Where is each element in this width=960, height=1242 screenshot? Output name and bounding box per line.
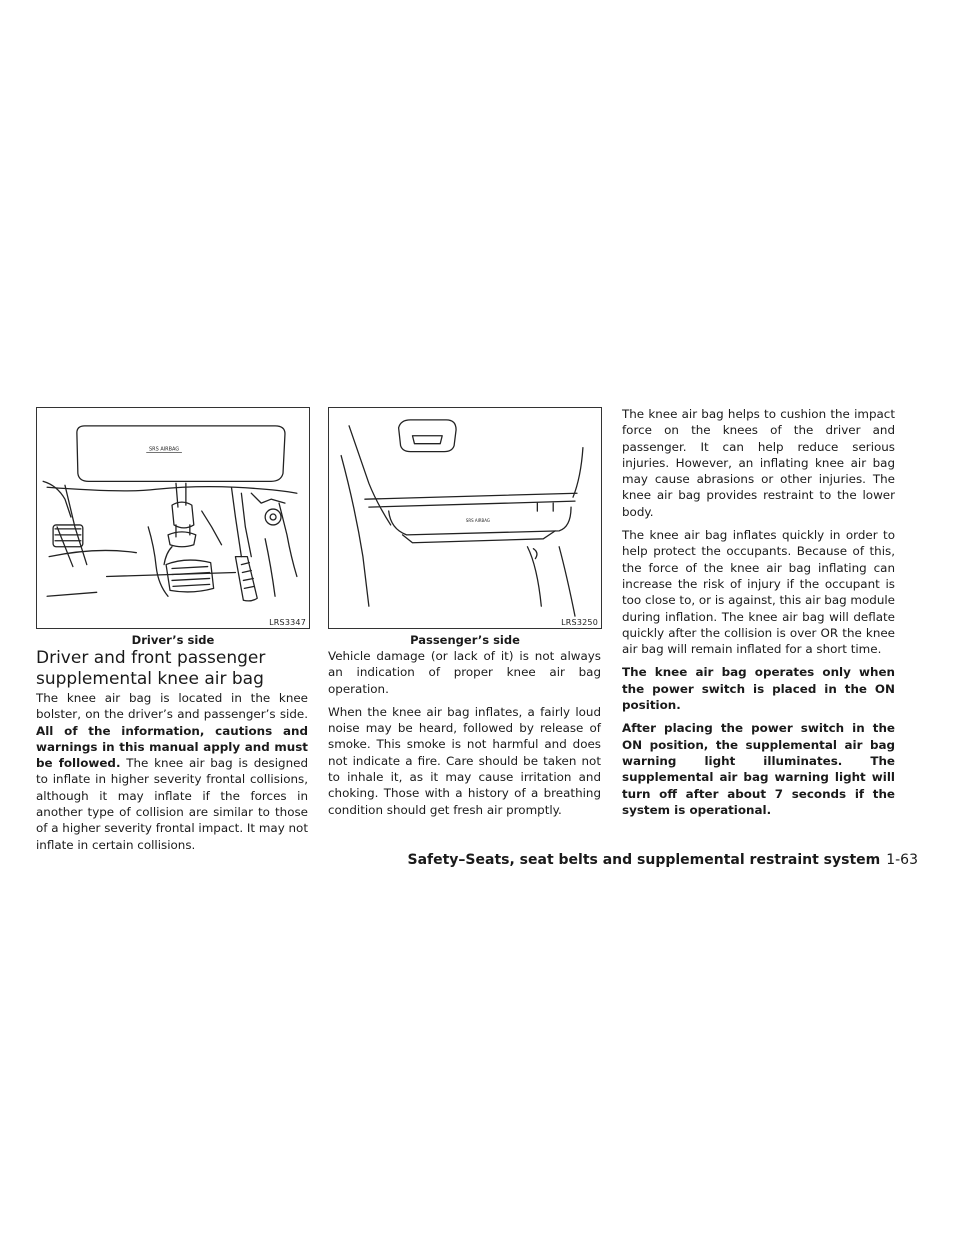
passenger-figure-code: LRS3250	[561, 618, 598, 627]
col3-paragraph-4	[622, 720, 895, 818]
col1-p1-text-a: The knee air bag is located in the knee bolster, on the driver’s and passenger’s side.	[36, 691, 308, 722]
driver-side-illustration	[36, 407, 310, 629]
passenger-knee-airbag-drawing	[329, 408, 601, 628]
col2-paragraph-1: Vehicle damage (or lack of it) is not always an indication of proper knee air bag operation.	[328, 649, 601, 696]
col3-paragraph-3	[622, 664, 895, 713]
col3-paragraph-2: The knee air bag inflates quickly in order to help protect the occupants. Because of this, the force of the knee air bag inflating can increase the risk of injury if the occupant is too close to, or is against, this air bag module during inflation. The knee air bag will deflate quickly after the collision is over OR the knee air bag will remain inflated for a short time.	[622, 528, 895, 657]
column-2	[328, 648, 601, 825]
col3-paragraph-1: The knee air bag helps to cushion the impact force on the knees of the driver and passenger. It can help reduce serious injuries. However, an inflating knee air bag may cause abrasions or other injuries. The knee air bag provides restraint to the lower body.	[622, 407, 895, 519]
page-number: 1-63	[886, 852, 918, 868]
page-footer	[408, 852, 919, 868]
passenger-airbag-label: SRS AIRBAG	[465, 517, 490, 523]
passenger-figure-caption: Passenger’s side	[410, 633, 520, 647]
driver-figure-code: LRS3347	[269, 618, 306, 627]
col2-paragraph-2: When the knee air bag inflates, a fairly loud noise may be heard, followed by release of smoke. This smoke is not harmful and does not indicate a fire. Care should be taken not to inhale it, as it may cause irritation and choking. Those with a history of a breathing condition should get fresh air promptly.	[328, 704, 601, 817]
column-3	[622, 406, 895, 825]
driver-airbag-label: SRS AIRBAG	[149, 446, 180, 453]
chapter-title: Safety–Seats, seat belts and supplemental restraint system	[407, 852, 881, 868]
section-heading: Driver and front passenger supplemental knee air bag	[36, 648, 266, 689]
driver-figure-caption: Driver’s side	[131, 633, 215, 647]
col3-p4-bold: After placing the power switch in the ON position, the supplemental air bag warning light illuminates. The supplemental air bag warning light will turn off after about 7 seconds if the system is operational.	[622, 721, 895, 817]
column-1	[36, 690, 308, 860]
col1-p1-text-b: The knee air bag is designed to inflate in higher severity frontal collisions, although it may inflate if the forces in another type of collision are similar to those of a higher severity frontal impact. It may not inflate in certain collisions.	[36, 756, 308, 852]
col1-p1-bold: All of the information, cautions and warnings in this manual apply and must be followed.	[36, 723, 308, 771]
driver-knee-airbag-drawing	[37, 408, 309, 628]
col1-paragraph-1	[36, 690, 308, 853]
passenger-side-illustration	[328, 407, 602, 629]
col3-p3-bold: The knee air bag operates only when the power switch is placed in the ON position.	[622, 665, 895, 713]
